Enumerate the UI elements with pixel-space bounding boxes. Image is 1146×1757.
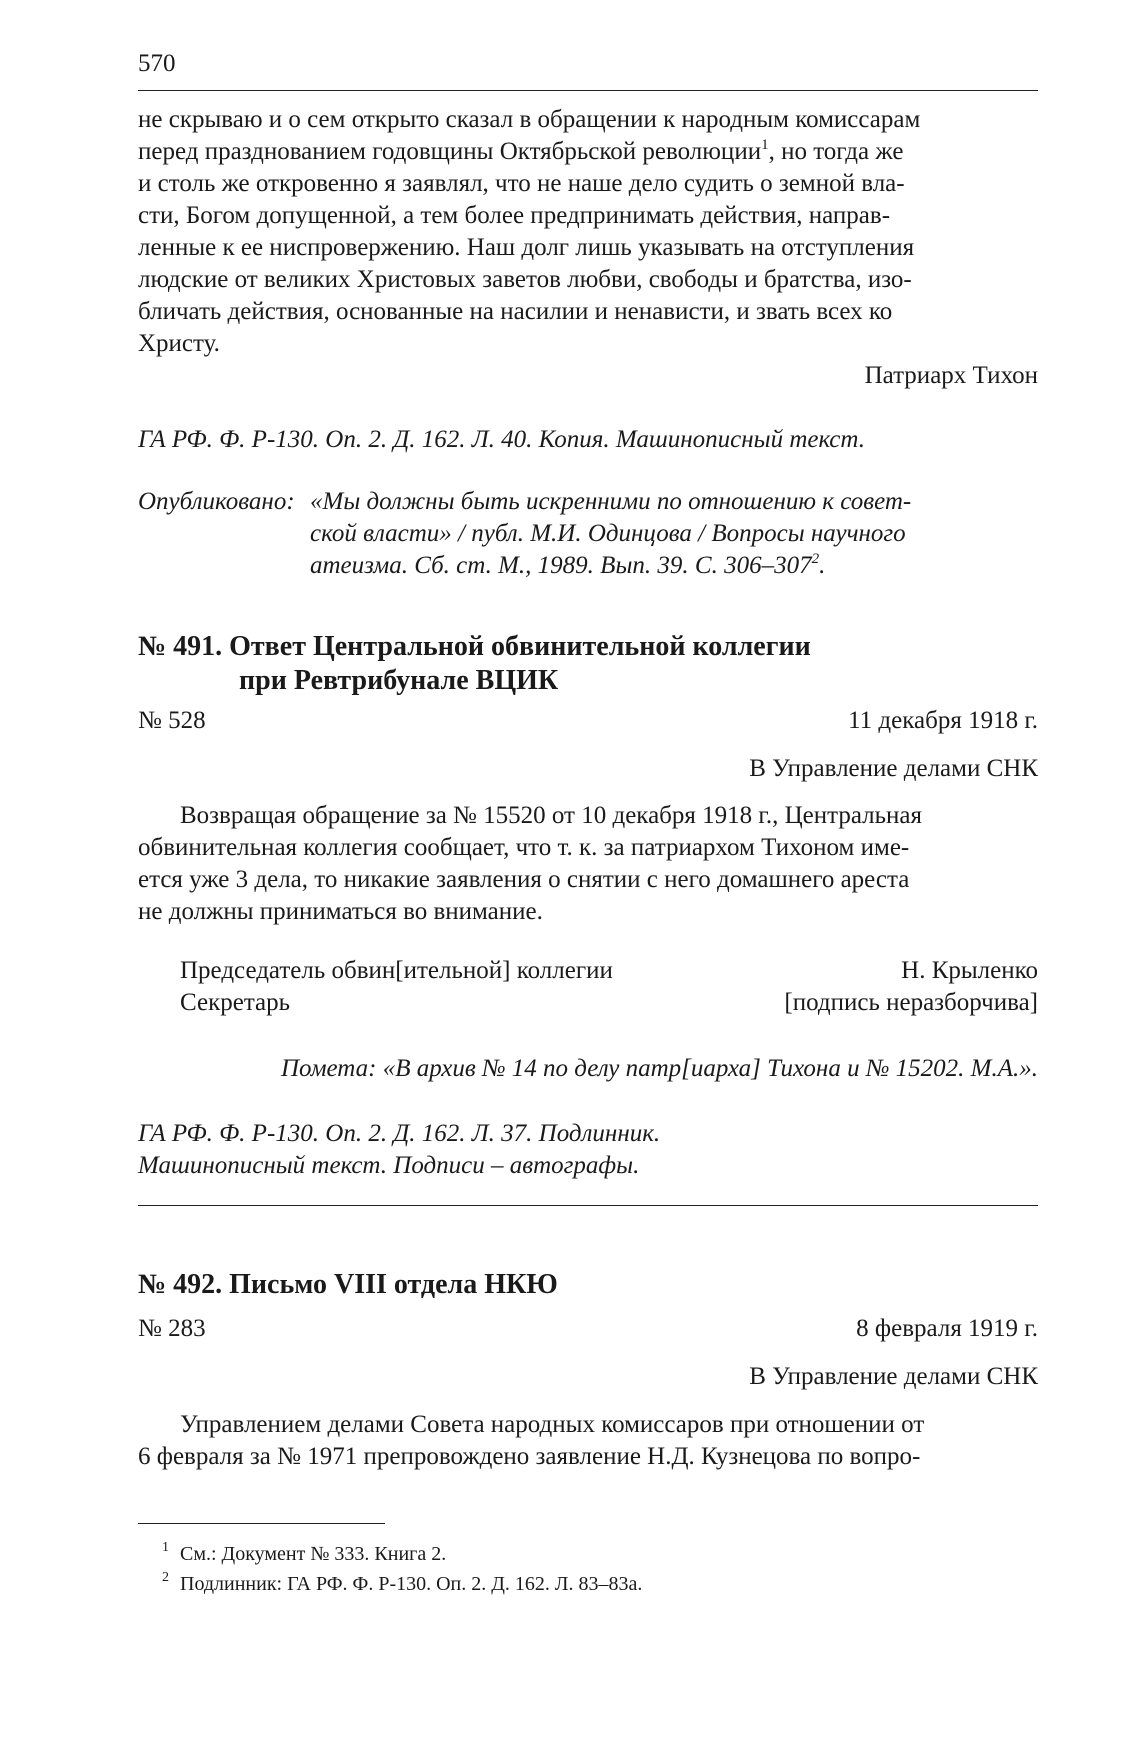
doc-491-meta	[138, 705, 1038, 737]
publication-body: «Мы должны быть искренними по отношению к совет- ской власти» / публ. М.И. Одинцова / Вопросы научного атеизма. Сб. ст. М., 1989. Вып. 39. С. $306-307^2$.	[310, 488, 912, 579]
doc-date: 11 декабря 1918 г.	[848, 707, 1038, 734]
doc-491-source: ГА РФ. Ф. Р-130. Оп. 2. Д. 162. Л. 37. Подлинник. Машинописный текст. Подписи – автографы.	[138, 1120, 661, 1179]
signer-name: Н. Крыленко	[901, 957, 1038, 984]
previous-document-text	[138, 104, 1038, 392]
footnote-1: 1 См.: Документ № 333. Книга 2.	[162, 1540, 447, 1565]
doc-number: № 528	[138, 707, 206, 734]
doc-492-addressee: В Управление делами СНК	[749, 1363, 1038, 1390]
signer-role: Секретарь	[180, 989, 291, 1016]
doc-492-body: Управлением делами Совета народных комиссаров при отношении от 6 февраля за № 1971 препровождено заявление Н.Д. Кузнецова по вопро-	[138, 1411, 925, 1470]
doc-491-addressee: В Управление делами СНК	[749, 755, 1038, 782]
text-line: бличать действия, основанные на насилии и ненависти, и звать всех ко	[138, 298, 893, 325]
header-rule	[138, 90, 1038, 91]
text-line: перед празднованием годовщины Октябрьской революции$^1$, но тогда же	[138, 137, 904, 165]
signer-name: [подпись неразборчива]	[784, 989, 1038, 1016]
signature: Патриарх Тихон	[864, 362, 1038, 389]
archive-source: ГА РФ. Ф. Р-130. Оп. 2. Д. 162. Л. 40. Копия. Машинописный текст.	[138, 426, 865, 453]
text-line: и столь же откровенно я заявлял, что не наше дело судить о земной вла-	[138, 170, 905, 197]
text-line: сти, Богом допущенной, а тем более предпринимать действия, направ-	[138, 202, 891, 229]
signer-role: Председатель обвин[ительной] коллегии	[180, 957, 613, 984]
text-line: не скрываю и о сем открыто сказал в обращении к народным комиссарам	[138, 106, 921, 133]
doc-491-heading: № 491. Ответ Центральной обвинительной коллегии при Ревтрибунале ВЦИК	[138, 631, 811, 696]
section-divider	[138, 1205, 1038, 1206]
text-line: людские от великих Христовых заветов любви, свободы и братства, изо-	[138, 266, 912, 293]
publication-note	[138, 486, 1038, 579]
footnote-rule	[138, 1523, 385, 1524]
publication-label: Опубликовано:	[138, 488, 295, 515]
footnote-2: 2 Подлинник: ГА РФ. Ф. Р-130. Оп. 2. Д. 162. Л. 83–83а.	[162, 1570, 643, 1595]
doc-491-signatures	[138, 955, 1038, 1019]
footnote-ref: 1	[761, 137, 769, 153]
doc-491-body: Возвращая обращение за № 15520 от 10 декабря 1918 г., Центральная обвинительная коллегия сообщает, что т. к. за патриархом Тихоном име- ется уже 3 дела, то никакие заявления о снятии с него домашнего ареста не должны приниматься во внимание.	[138, 802, 922, 925]
doc-491-note: Помета: «В архив № 14 по делу патр[иарха] Тихона и № 15202. М.А.».	[280, 1055, 1038, 1082]
doc-number: № 283	[138, 1315, 206, 1342]
page-number: 570	[138, 50, 176, 77]
text-line: ленные к ее ниспровержению. Наш долг лишь указывать на отступления	[138, 234, 915, 261]
doc-492-heading: № 492. Письмо VIII отдела НКЮ	[138, 1269, 558, 1300]
doc-date: 8 февраля 1919 г.	[856, 1315, 1038, 1342]
doc-492-meta	[138, 1313, 1038, 1345]
text-line: Христу.	[138, 330, 220, 357]
